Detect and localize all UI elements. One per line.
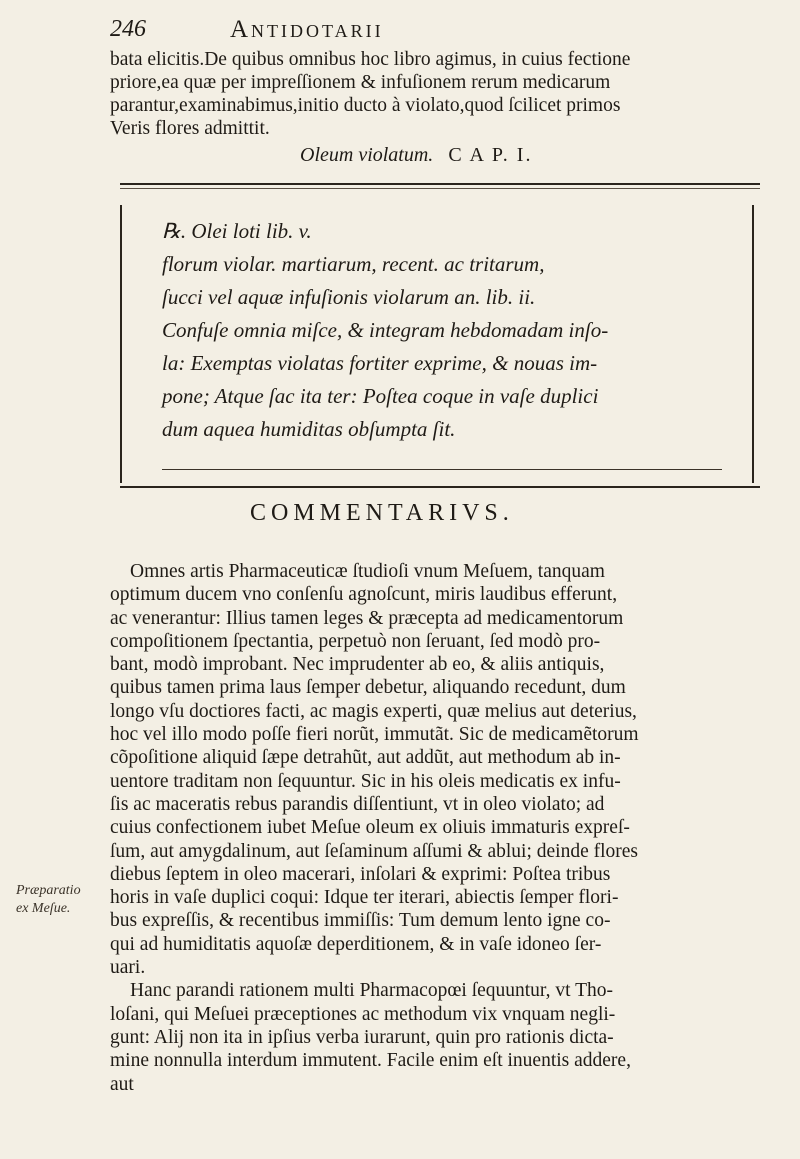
intro-paragraph: [110, 48, 750, 140]
recipe-line: pone; Atque ſac ita ter: Poſtea coque in vaſe duplici: [162, 384, 599, 408]
intro-line: priore,ea quæ per impreſſionem & infuſionem rerum medicarum: [110, 72, 611, 93]
commentary-line: compoſitionem ſpectantia, perpetuò non ſeruant, ſed modò pro-: [110, 630, 601, 652]
chapter-heading: [300, 144, 532, 167]
commentary-line: uentore traditam non ſequuntur. Sic in his oleis medicatis ex infu-: [110, 770, 621, 792]
commentary-line: qui ad humiditatis aquoſæ deperditionem, & in vaſe idoneo ſer-: [110, 933, 602, 955]
commentary-heading: COMMENTARIVS.: [250, 500, 514, 526]
divider-rule: [120, 486, 760, 488]
recipe-underline: [162, 469, 722, 470]
chapter-title: Oleum violatum.: [300, 144, 434, 166]
recipe-text: [162, 215, 732, 446]
intro-line: bata elicitis.De quibus omnibus hoc libro agimus, in cuius fectione: [110, 49, 631, 70]
commentary-line: bant, modò improbant. Nec imprudenter ab eo, & aliis antiquis,: [110, 654, 605, 676]
commentary-line: gunt: Alij non ita in ipſius verba iurarunt, quin pro rationis dicta-: [110, 1026, 614, 1048]
divider-rule: [120, 183, 760, 185]
commentary-body: [110, 560, 760, 1096]
commentary-line: optimum ducem vno conſenſu agnoſcunt, miris laudibus efferunt,: [110, 584, 618, 606]
commentary-line: uari.: [110, 957, 146, 979]
commentary-line: mine nonnulla interdum immutent. Facile enim eſt inuentis addere,: [110, 1050, 631, 1072]
commentary-line: longo vſu doctiores facti, ac magis experti, quæ melius aut deterius,: [110, 700, 637, 722]
recipe-line: dum aquea humiditas obſumpta ſit.: [162, 417, 456, 441]
commentary-line: Omnes artis Pharmaceuticæ ſtudioſi vnum Meſuem, tanquam: [130, 561, 605, 582]
recipe-box: [120, 205, 754, 483]
recipe-line: ℞. Olei loti lib. v.: [162, 219, 312, 243]
running-head: [110, 16, 710, 46]
commentary-line: cuius confectionem iubet Meſue oleum ex oliuis immaturis expreſ-: [110, 817, 630, 839]
commentary-line: ſis ac maceratis rebus parandis diſſentiunt, vt in oleo violato; ad: [110, 793, 605, 815]
commentary-line: horis in vaſe duplici coqui: Idque ter iterari, abiectis ſemper flori-: [110, 887, 619, 909]
recipe-line: ſucci vel aquæ infuſionis violarum an. lib. ii.: [162, 285, 536, 309]
chapter-label: C A P. I.: [448, 144, 533, 166]
recipe-line: florum violar. martiarum, recent. ac tritarum,: [162, 252, 545, 276]
commentary-line: ſum, aut amygdalinum, aut ſeſaminum aſſumi & ablui; deinde flores: [110, 840, 639, 862]
catchword: aut: [110, 1073, 134, 1095]
commentary-line: cõpoſitione aliquid ſæpe detrahũt, aut addũt, aut methodum ab in-: [110, 747, 621, 769]
intro-line: parantur,examinabimus,initio ducto à violato,quod ſcilicet primos: [110, 95, 621, 116]
commentary-line: ac venerantur: Illius tamen leges & præcepta ad medicamentorum: [110, 607, 624, 629]
commentary-line: bus expreſſis, & recentibus immiſſis: Tum demum lento igne co-: [110, 910, 611, 932]
marginal-note: Præparatio ex Meſue.: [16, 883, 81, 916]
commentary-line: hoc vel illo modo poſſe fieri norũt, immutãt. Sic de medicamẽtorum: [110, 724, 639, 746]
divider-rule: [120, 188, 760, 189]
page-number: 246: [110, 16, 146, 42]
running-title: Antidotarii: [230, 16, 384, 43]
commentary-line: Hanc parandi rationem multi Pharmacopœi ſequuntur, vt Tho-: [130, 980, 613, 1002]
commentary-line: diebus ſeptem in oleo macerari, inſolari & exprimi: Poſtea tribus: [110, 863, 611, 885]
recipe-line: la: Exemptas violatas fortiter exprime, & nouas im-: [162, 351, 598, 375]
intro-line: Veris flores admittit.: [110, 118, 270, 139]
recipe-line: Confuſe omnia miſce, & integram hebdomadam inſo-: [162, 318, 609, 342]
commentary-line: loſani, qui Meſuei præceptiones ac methodum vix vnquam negli-: [110, 1003, 616, 1025]
commentary-line: quibus tamen prima laus ſemper debetur, aliquando recedunt, dum: [110, 677, 626, 699]
